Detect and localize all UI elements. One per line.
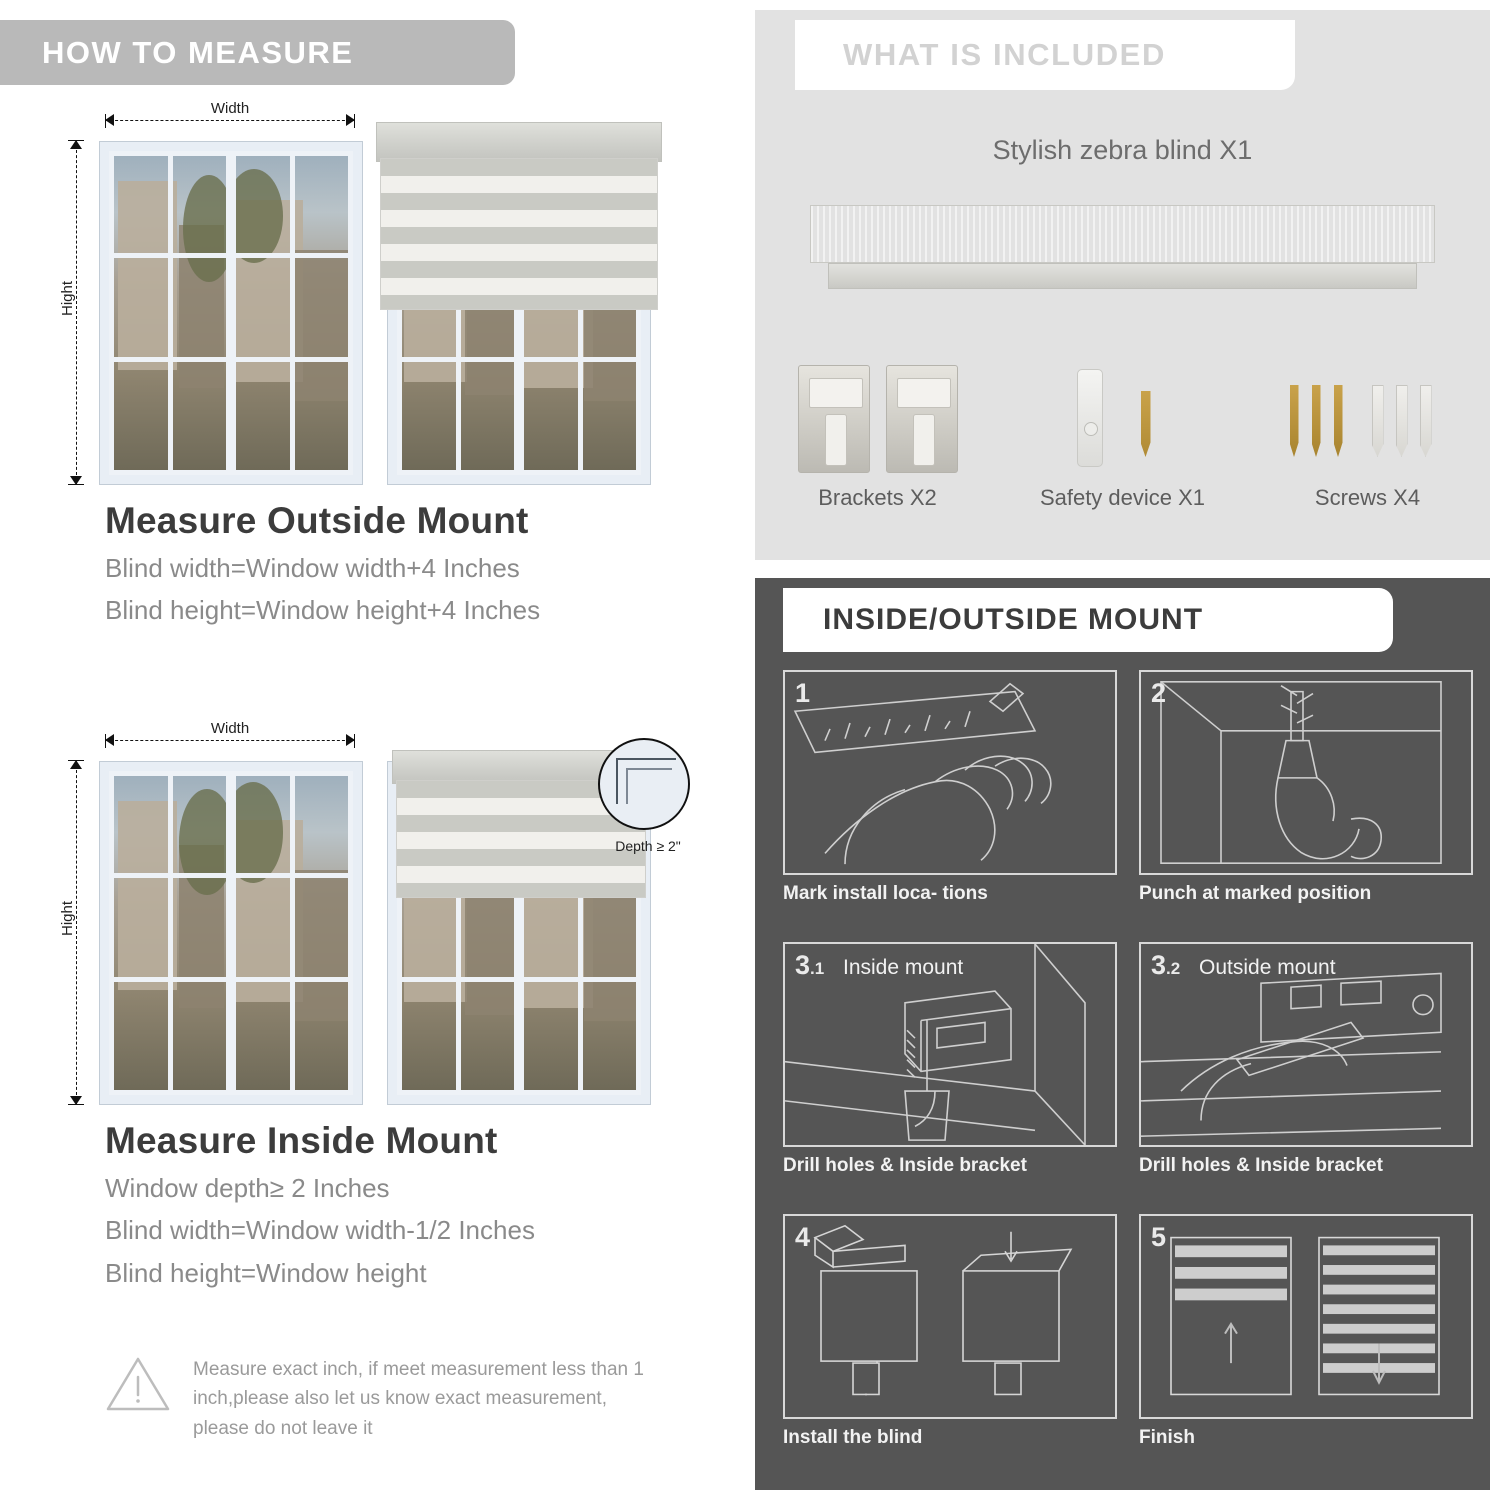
step-number-sub: .1 [810,959,825,978]
outside-mount-block [0,100,745,633]
outside-mount-line-1: Blind width=Window width+4 Inches [105,553,520,583]
wall-anchor-icon [1420,385,1432,457]
pane-grid [236,776,348,1090]
outside-height-label: Hight [59,280,77,317]
blind-headrail [810,205,1435,263]
inside-height-label: Hight [59,900,77,937]
install-step [1139,670,1473,926]
window-pane [109,151,231,475]
install-blind-sketch [785,1216,1115,1417]
width-arrow-left [105,114,114,126]
measurement-note-text: Measure exact inch, if meet measurement less than 1 inch,please also let us know exact measurement, please do not leave it [193,1359,644,1439]
brackets-art [755,355,1000,485]
included-parts-row [755,355,1490,545]
step-number-text: 1 [795,678,811,708]
inside-outside-mount-panel [755,578,1490,1490]
inside-outside-mount-title: INSIDE/OUTSIDE MOUNT [823,603,1204,636]
outside-width-label: Width [210,100,250,117]
install-step [783,1214,1117,1470]
brackets-label: Brackets X2 [818,485,937,510]
step-illustration [1139,942,1473,1147]
whats-included-title: WHAT IS INCLUDED [843,37,1166,72]
height-arrow-top [70,140,82,149]
inside-mount-line-3: Blind height=Window height [105,1257,427,1288]
screws-label: Screws X4 [1314,485,1421,510]
warning-triangle-icon [105,1355,171,1413]
step-number [795,1222,810,1253]
install-step [1139,942,1473,1198]
step-illustration [1139,670,1473,875]
window-pane [231,771,353,1095]
wall-anchor-icon [1396,385,1408,457]
height-tick-bottom [68,484,84,485]
step-inline-label: Outside mount [1199,956,1336,979]
install-step [783,942,1117,1198]
pane-grid [114,156,226,470]
depth-callout-label: Depth ≥ 2" [615,838,681,854]
step-number [795,678,810,709]
blind-fabric-outside [380,158,658,310]
product-name: Stylish zebra blind X1 [992,135,1253,165]
how-to-measure-title: HOW TO MEASURE [42,34,354,70]
width-tick-left [105,114,106,128]
width-dim-line [105,740,355,742]
window-pane [109,771,231,1095]
step-number [795,950,824,981]
step-caption: Drill holes & Inside bracket [783,1155,1027,1176]
outside-height-dimension [58,140,78,485]
step-number-text: 4 [795,1222,811,1252]
step-caption: Install the blind [783,1427,923,1448]
pane-grid [236,156,348,470]
measure-hand-sketch [785,672,1115,873]
step-caption: Drill holes & Inside bracket [1139,1155,1383,1176]
bracket-icon [798,365,870,473]
install-step [1139,1214,1473,1470]
width-tick-left [105,734,106,748]
screws-art [1245,355,1490,485]
step-number [1151,678,1166,709]
how-to-measure-column [0,0,745,1500]
depth-callout-circle [598,738,690,830]
bracket-icon [886,365,958,473]
whats-included-tab [795,20,1295,90]
how-to-measure-banner [0,20,515,85]
screw-icon [1290,385,1299,457]
inside-outside-mount-tab [783,588,1393,652]
finished-blinds-sketch [1141,1216,1471,1417]
width-dim-line [105,120,355,122]
screw-icon [1141,391,1151,457]
height-tick-top [68,760,84,761]
outside-mount-diagram [0,100,745,500]
window-panes [109,771,353,1095]
included-part-safety-device [1000,355,1245,545]
included-part-brackets [755,355,1000,545]
width-tick-right [354,114,355,128]
included-part-screws [1245,355,1490,545]
window-illustration-bare [100,142,362,484]
step-number-text: 2 [1151,678,1167,708]
install-step [783,670,1117,926]
step-illustration [783,670,1117,875]
outside-width-dimension [105,100,355,117]
width-arrow-left [105,734,114,746]
right-column [745,0,1500,1500]
blind-bottomrail [828,263,1417,289]
step-caption: Mark install loca- tions [783,883,988,904]
height-arrow-top [70,760,82,769]
step-illustration [1139,1214,1473,1419]
wall-anchor-icon [1372,385,1384,457]
safety-device-label: Safety device X1 [1039,485,1206,510]
width-tick-right [354,734,355,748]
inside-width-label: Width [210,720,250,737]
blind-headrail-outside [376,122,662,162]
step-number-text: 3 [795,950,811,980]
height-dim-line [76,140,77,485]
measurement-note [105,1355,665,1443]
height-tick-top [68,140,84,141]
outside-mount-line-2: Blind height=Window height+4 Inches [105,595,541,626]
step-inline-label: Inside mount [843,956,964,979]
step-illustration [783,942,1117,1147]
step-number [1151,950,1180,981]
screw-icon [1312,385,1321,457]
inside-mount-heading: Measure Inside Mount [105,1120,498,1161]
safety-device-icon [1077,369,1103,467]
window-panes [109,151,353,475]
zebra-blind-product-image [810,205,1435,295]
step-caption: Finish [1139,1427,1195,1448]
step-illustration [783,1214,1117,1419]
inside-mount-line-2: Blind width=Window width-1/2 Inches [105,1215,535,1246]
window-illustration-bare [100,762,362,1104]
inside-mount-diagram [0,720,745,1120]
step-number-text: 3 [1151,950,1167,980]
height-dim-line [76,760,77,1105]
inside-width-dimension [105,720,355,737]
screw-icon [1334,385,1343,457]
inside-mount-block [0,720,745,1295]
step-number-sub: .2 [1166,959,1181,978]
inside-height-dimension [58,760,78,1105]
drill-sketch [1141,672,1471,873]
step-number [1151,1222,1166,1253]
outside-mount-heading: Measure Outside Mount [105,500,529,541]
step-number-text: 5 [1151,1222,1167,1252]
installation-steps [783,670,1473,1470]
pane-grid [114,776,226,1090]
step-caption: Punch at marked position [1139,883,1372,904]
height-tick-bottom [68,1104,84,1105]
window-pane [231,151,353,475]
safety-device-art [1000,355,1245,485]
inside-mount-line-1: Window depth≥ 2 Inches [105,1173,390,1203]
whats-included-panel [755,10,1490,560]
